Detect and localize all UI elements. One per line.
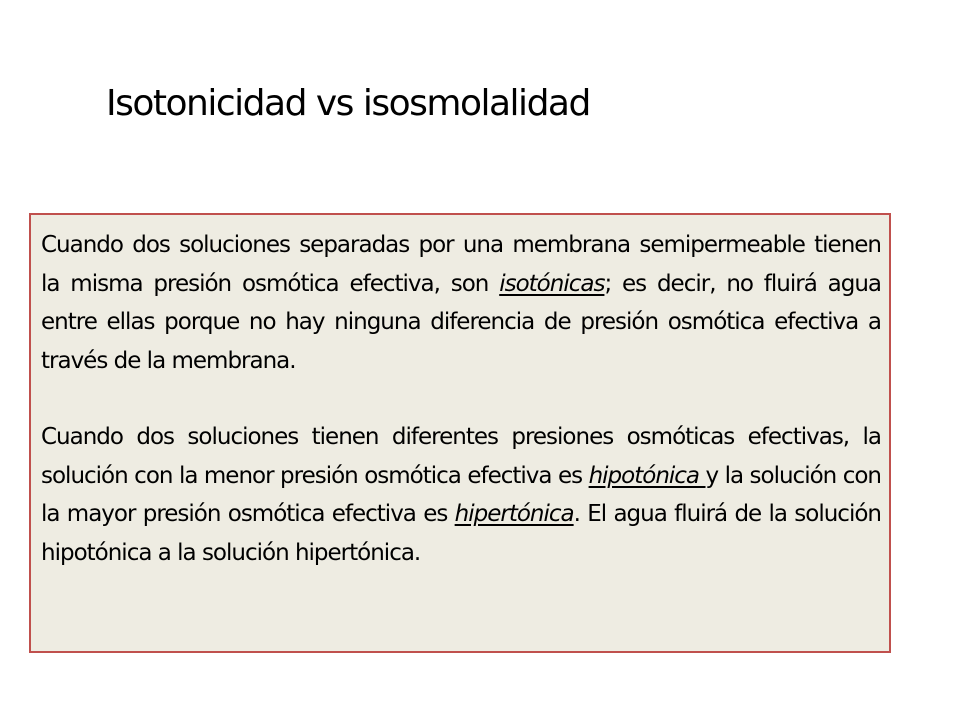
paragraph-hypo-hyper-text-2: y la solución con la mayor presión osmótica efectiva es [41,462,882,527]
paragraph-hypo-hyper-text-3: . El agua fluirá de la solución hipotónica a la solución hipertónica. [41,501,881,566]
content-text-box [29,213,891,653]
paragraph-hypo-hyper-text-1: Cuando dos soluciones tienen diferentes presiones osmóticas efectivas, la solución con la menor presión osmótica efectiva es [41,424,881,489]
term-hipotonica: hipotónica [588,462,706,489]
paragraph-hypo-hyper [41,418,881,572]
slide-title: Isotonicidad vs isosmolalidad [106,83,590,124]
paragraph-isotonic [41,226,881,380]
paragraph-isotonic-text-start: Cuando dos soluciones separadas por una membrana semipermeable tienen la misma presión osmótica efectiva, son [41,232,881,297]
term-isotonicas: isotónicas [499,270,605,297]
paragraph-isotonic-text-end: ; es decir, no fluirá agua entre ellas porque no hay ninguna diferencia de presión osmótica efectiva a través de la membrana. [41,270,881,374]
term-hipertonica: hipertónica [454,501,574,527]
